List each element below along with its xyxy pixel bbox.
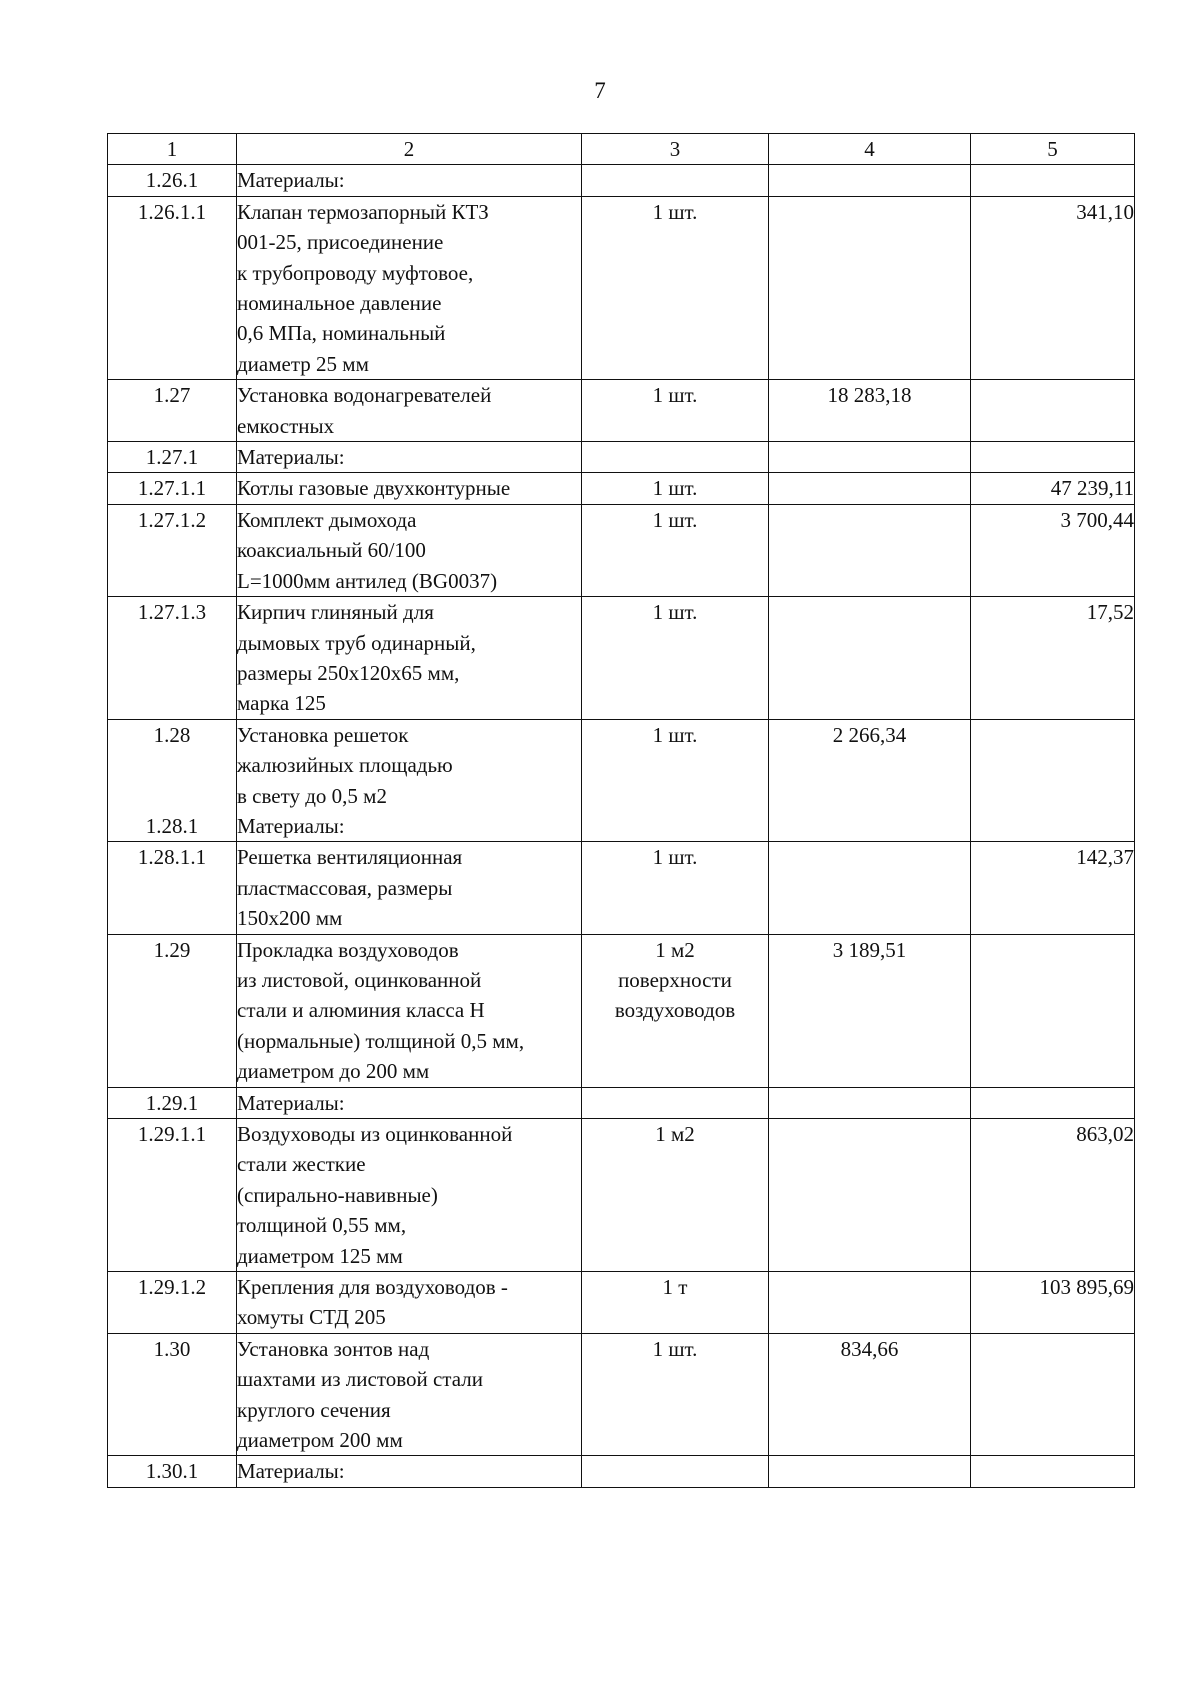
cell-material-cost-value: 103 895,69 — [1039, 1275, 1134, 1300]
cell-item-name-line: из листовой, оцинкованной — [237, 967, 482, 992]
cell-unit-price-value: 834,66 — [840, 1336, 899, 1361]
cell-unit — [582, 1456, 769, 1487]
cell-item-name-line: в свету до 0,5 м2 — [237, 783, 387, 808]
cell-material-cost — [971, 719, 1135, 842]
cell-unit — [582, 1272, 769, 1334]
cell-item-name-line: Котлы газовые двухконтурные — [237, 476, 511, 501]
table-row — [108, 196, 1135, 379]
cell-unit-line: 1 шт. — [652, 600, 698, 625]
cell-item-name-line: (нормальные) толщиной 0,5 мм, — [237, 1028, 525, 1053]
cell-item-number-line: 1.30 — [153, 1336, 191, 1361]
cell-item-name-line: Решетка вентиляционная — [237, 845, 463, 870]
table-row — [108, 1087, 1135, 1118]
cell-item-name-line: Прокладка воздуховодов — [237, 937, 459, 962]
cell-item-name-line: размеры 250x120x65 мм, — [237, 660, 460, 685]
cell-material-cost-value — [971, 1334, 1134, 1364]
cell-item-name-line: дымовых труб одинарный, — [237, 630, 476, 655]
cell-unit — [582, 196, 769, 379]
table-row — [108, 934, 1135, 1087]
cell-unit — [582, 165, 769, 196]
cell-unit-price — [769, 1333, 971, 1456]
cell-unit-price-value — [769, 442, 970, 472]
cell-material-cost-value: 3 700,44 — [1060, 507, 1134, 532]
cell-unit — [582, 473, 769, 504]
cell-unit — [582, 380, 769, 442]
cell-item-number — [108, 934, 237, 1087]
cell-item-number-line: 1.28 — [153, 722, 191, 747]
cell-material-cost-value — [971, 165, 1134, 195]
cell-item-name-line: шахтами из листовой стали — [237, 1367, 483, 1392]
cell-item-name-line: Материалы: — [237, 1090, 345, 1115]
cell-unit — [582, 719, 769, 842]
cell-item-name-line: Установка водонагревателей — [237, 383, 492, 408]
column-header-2: 2 — [237, 134, 582, 165]
cell-unit-line: 1 м2 — [655, 1122, 695, 1146]
cell-item-name — [237, 196, 582, 379]
cell-material-cost-value — [971, 442, 1134, 472]
cell-item-name-line: диаметром 125 мм — [237, 1243, 403, 1268]
cell-unit-price-value — [769, 473, 970, 503]
table-row — [108, 1456, 1135, 1487]
cell-item-name — [237, 504, 582, 596]
cell-material-cost-value — [971, 1456, 1134, 1486]
cell-unit — [582, 842, 769, 934]
cell-item-name-line: номинальное давление — [237, 291, 442, 316]
cell-item-name-line: диаметром 200 мм — [237, 1428, 403, 1453]
cell-item-number-line — [108, 750, 236, 780]
cell-item-name-line: 150x200 мм — [237, 906, 343, 931]
cell-unit-price — [769, 380, 971, 442]
cell-item-number-line: 1.27.1.3 — [137, 600, 207, 625]
cell-unit — [582, 504, 769, 596]
cell-unit-price — [769, 719, 971, 842]
cell-material-cost-value — [971, 720, 1134, 750]
cell-item-name-line: 001-25, присоединение — [237, 230, 444, 255]
table-row — [108, 380, 1135, 442]
cell-item-name-line: пластмассовая, размеры — [237, 875, 453, 900]
column-header-1: 1 — [108, 134, 237, 165]
estimate-table — [107, 133, 1135, 1488]
cell-unit-line: 1 шт. — [652, 722, 698, 747]
cell-unit-price — [769, 1456, 971, 1487]
cell-material-cost-value — [971, 380, 1134, 410]
table-row — [108, 1119, 1135, 1272]
cell-unit-price-value — [769, 165, 970, 195]
cell-material-cost — [971, 1272, 1135, 1334]
cell-material-cost-value: 863,02 — [1076, 1122, 1134, 1146]
cell-unit-price — [769, 934, 971, 1087]
cell-unit-price — [769, 442, 971, 473]
cell-item-number-line: 1.26.1.1 — [137, 199, 207, 224]
table-body — [108, 134, 1135, 1488]
cell-material-cost — [971, 842, 1135, 934]
cell-item-number — [108, 1456, 237, 1487]
cell-unit-price-value — [769, 1456, 970, 1486]
table-row — [108, 442, 1135, 473]
table-header-row — [108, 134, 1135, 165]
cell-material-cost — [971, 597, 1135, 720]
cell-item-name — [237, 1333, 582, 1456]
cell-unit-line: 1 шт. — [652, 476, 698, 501]
cell-item-name-line: хомуты СТД 205 — [237, 1305, 386, 1330]
cell-item-number — [108, 1087, 237, 1118]
cell-item-number — [108, 380, 237, 442]
cell-unit-price — [769, 1272, 971, 1334]
cell-unit-line: 1 т — [662, 1275, 688, 1300]
cell-item-name-line: марка 125 — [237, 691, 326, 716]
cell-item-number-line: 1.28.1 — [145, 813, 199, 838]
cell-unit-price-value — [769, 1088, 970, 1118]
cell-unit — [582, 1119, 769, 1272]
cell-item-number — [108, 1119, 237, 1272]
cell-item-number — [108, 165, 237, 196]
cell-item-number-line: 1.26.1 — [145, 168, 199, 193]
cell-item-name-line: Материалы: — [237, 445, 345, 470]
cell-item-number — [108, 1333, 237, 1456]
cell-item-name-line: Материалы: — [237, 1459, 345, 1484]
cell-item-name — [237, 719, 582, 842]
cell-item-name-line: к трубопроводу муфтовое, — [237, 260, 474, 285]
cell-item-number — [108, 473, 237, 504]
cell-unit-price — [769, 473, 971, 504]
cell-unit-price — [769, 842, 971, 934]
cell-item-number-line: 1.27 — [153, 383, 191, 408]
cell-unit-line: 1 шт. — [652, 199, 698, 224]
cell-material-cost — [971, 473, 1135, 504]
cell-unit-line: воздуховодов — [614, 998, 736, 1023]
cell-item-name-line: жалюзийных площадью — [237, 753, 453, 778]
cell-item-number-line: 1.27.1.2 — [137, 507, 207, 532]
page-number: 7 — [594, 78, 606, 103]
cell-material-cost — [971, 1119, 1135, 1272]
cell-item-name — [237, 442, 582, 473]
cell-unit-line — [582, 1456, 768, 1486]
cell-material-cost-value: 47 239,11 — [1050, 476, 1134, 501]
cell-unit-price — [769, 597, 971, 720]
cell-material-cost — [971, 1087, 1135, 1118]
table-row — [108, 1272, 1135, 1334]
cell-item-name — [237, 934, 582, 1087]
cell-unit — [582, 934, 769, 1087]
cell-material-cost — [971, 1333, 1135, 1456]
cell-item-number-line: 1.30.1 — [145, 1459, 199, 1484]
cell-unit-price — [769, 196, 971, 379]
cell-item-number — [108, 719, 237, 842]
cell-item-name-line: (спирально-навивные) — [237, 1182, 438, 1207]
cell-item-name-line: диаметром до 200 мм — [237, 1059, 430, 1084]
cell-unit-price — [769, 165, 971, 196]
cell-item-number-line: 1.29 — [153, 937, 191, 962]
cell-item-name — [237, 380, 582, 442]
cell-item-number — [108, 196, 237, 379]
cell-unit-line: поверхности — [618, 967, 732, 992]
cell-item-number — [108, 842, 237, 934]
cell-unit-line: 1 шт. — [652, 507, 698, 532]
cell-item-name — [237, 1456, 582, 1487]
cell-item-number — [108, 1272, 237, 1334]
cell-item-number — [108, 442, 237, 473]
cell-material-cost — [971, 442, 1135, 473]
cell-material-cost-value: 142,37 — [1076, 845, 1134, 870]
table-row — [108, 597, 1135, 720]
column-header-5: 5 — [971, 134, 1135, 165]
table-row — [108, 842, 1135, 934]
table-row — [108, 473, 1135, 504]
cell-item-name — [237, 165, 582, 196]
cell-item-name-line: стали жесткие — [237, 1152, 366, 1177]
table-row — [108, 719, 1135, 842]
cell-item-number — [108, 597, 237, 720]
column-header-4: 4 — [769, 134, 971, 165]
cell-item-name-line: Материалы: — [237, 813, 345, 838]
cell-material-cost-value: 17,52 — [1086, 600, 1134, 625]
cell-item-number-line: 1.29.1 — [145, 1090, 199, 1115]
cell-material-cost-value — [971, 1088, 1134, 1118]
cell-item-name — [237, 1119, 582, 1272]
cell-item-name-line: Установка зонтов над — [237, 1336, 430, 1361]
cell-item-name-line: диаметр 25 мм — [237, 351, 369, 376]
cell-unit-price — [769, 1087, 971, 1118]
cell-unit-price-value — [769, 1272, 970, 1302]
cell-unit-line — [582, 442, 768, 472]
cell-unit-line: 1 шт. — [652, 1336, 698, 1361]
cell-item-name-line: 0,6 МПа, номинальный — [237, 321, 446, 346]
cell-material-cost — [971, 165, 1135, 196]
cell-item-number — [108, 504, 237, 596]
cell-item-name-line: коаксиальный 60/100 — [237, 538, 426, 563]
cell-item-number-line: 1.27.1 — [145, 445, 199, 470]
cell-item-name-line: Крепления для воздуховодов - — [237, 1275, 508, 1300]
cell-item-name-line: Кирпич глиняный для — [237, 600, 434, 625]
cell-material-cost-value: 341,10 — [1076, 199, 1134, 224]
cell-unit — [582, 597, 769, 720]
cell-item-name — [237, 842, 582, 934]
cell-item-number-line: 1.27.1.1 — [137, 476, 207, 501]
cell-item-name — [237, 1087, 582, 1118]
cell-item-name — [237, 473, 582, 504]
cell-item-name-line: круглого сечения — [237, 1397, 391, 1422]
cell-unit-line — [582, 1088, 768, 1118]
cell-item-number-line: 1.29.1.2 — [137, 1275, 207, 1300]
cell-item-number-line — [108, 781, 236, 811]
cell-unit-line: 1 шт. — [652, 383, 698, 408]
cell-item-name-line: Воздуховоды из оцинкованной — [237, 1122, 513, 1146]
cell-unit-price — [769, 1119, 971, 1272]
cell-item-name-line: Установка решеток — [237, 722, 409, 747]
cell-unit — [582, 1333, 769, 1456]
cell-material-cost — [971, 504, 1135, 596]
cell-item-name — [237, 597, 582, 720]
cell-material-cost — [971, 380, 1135, 442]
cell-item-number-line: 1.29.1.1 — [137, 1122, 207, 1146]
cell-material-cost-value — [971, 935, 1134, 965]
cell-unit-price-value: 3 189,51 — [832, 937, 907, 962]
cell-item-name-line: стали и алюминия класса Н — [237, 998, 485, 1023]
cell-unit-price-value — [769, 197, 970, 227]
table-row — [108, 504, 1135, 596]
cell-unit-price-value: 2 266,34 — [832, 722, 907, 747]
table-row — [108, 165, 1135, 196]
cell-item-name-line: L=1000мм антилед (BG0037) — [237, 568, 498, 593]
cell-unit — [582, 1087, 769, 1118]
cell-item-name-line: Материалы: — [237, 168, 345, 193]
column-header-3: 3 — [582, 134, 769, 165]
cell-unit — [582, 442, 769, 473]
cell-material-cost — [971, 196, 1135, 379]
cell-unit-line — [582, 165, 768, 195]
cell-unit-price — [769, 504, 971, 596]
cell-unit-price-value — [769, 505, 970, 535]
cell-item-name-line: Клапан термозапорный КТЗ — [237, 199, 489, 224]
cell-unit-price-value — [769, 597, 970, 627]
cell-item-name-line: емкостных — [237, 413, 335, 438]
cell-item-name-line: толщиной 0,55 мм, — [237, 1213, 407, 1238]
cell-unit-price-value — [769, 842, 970, 872]
cell-material-cost — [971, 1456, 1135, 1487]
cell-unit-line: 1 шт. — [652, 845, 698, 870]
cell-item-name — [237, 1272, 582, 1334]
cell-item-name-line: Комплект дымохода — [237, 507, 417, 532]
cell-material-cost — [971, 934, 1135, 1087]
cell-unit-line: 1 м2 — [655, 937, 695, 962]
cell-item-number-line: 1.28.1.1 — [137, 845, 207, 870]
table-row — [108, 1333, 1135, 1456]
cell-unit-price-value — [769, 1119, 970, 1149]
cell-unit-price-value: 18 283,18 — [827, 383, 912, 408]
